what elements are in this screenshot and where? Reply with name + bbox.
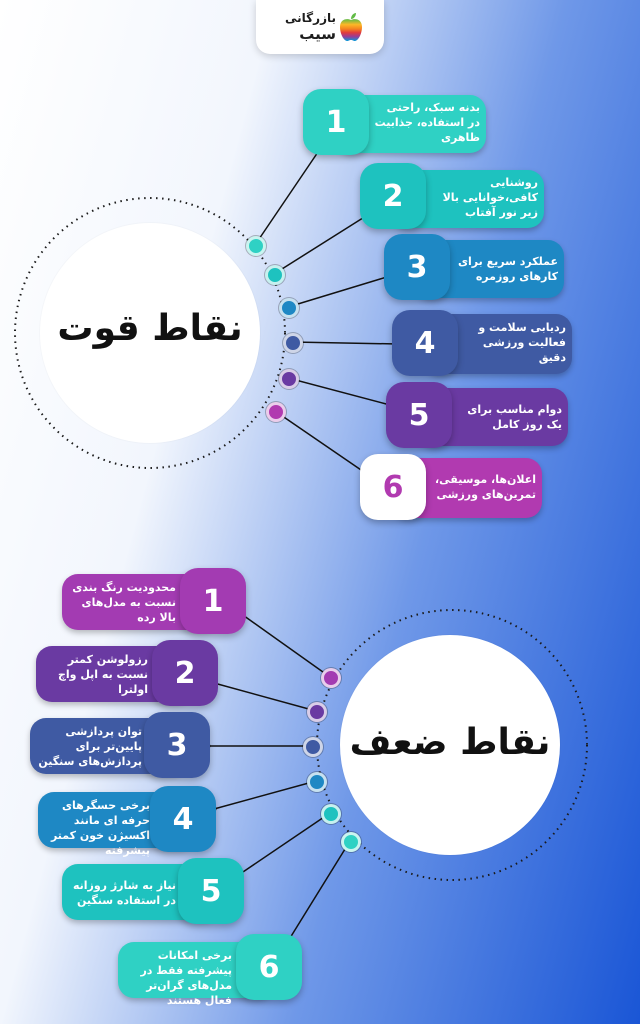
weakness-text-4: برخی حسگرهای حرفه ای مانند اکسیژن خون کمتر پیشرفته <box>50 799 150 857</box>
weakness-dot-4 <box>307 772 327 792</box>
strength-number-6: 6 <box>360 454 426 520</box>
strength-number-5: 5 <box>386 382 452 448</box>
weakness-number-3: 3 <box>144 712 210 778</box>
strength-dot-1 <box>246 236 266 256</box>
strength-dot-2 <box>265 265 285 285</box>
strength-dot-5 <box>279 369 299 389</box>
strength-dot-3 <box>279 298 299 318</box>
weakness-dot-6 <box>341 832 361 852</box>
weakness-dot-3 <box>303 737 323 757</box>
strength-text-1: بدنه سبک، راحتی در استفاده، جذابیت ظاهری <box>374 101 480 144</box>
logo-line-2: سیب <box>299 25 336 43</box>
weakness-number-1: 1 <box>180 568 246 634</box>
strength-dot-6 <box>266 402 286 422</box>
strength-text-4: ردیابی سلامت و فعالیت ورزشی دقیق <box>478 321 566 364</box>
weakness-dot-2 <box>307 702 327 722</box>
weakness-text-5: نیاز به شارژ روزانه در استفاده سنگین <box>72 879 176 907</box>
weakness-text-1: محدودیت رنگ بندی نسبت به مدل‌های بالا رده <box>72 581 176 624</box>
weakness-text-6: برخی امکانات پیشرفته فقط در مدل‌های گران‌تر فعال هستند <box>140 949 232 1007</box>
weaknesses-title: نقاط ضعف <box>349 722 551 763</box>
weakness-number-5: 5 <box>178 858 244 924</box>
strength-dot-4 <box>283 333 303 353</box>
strength-number-4: 4 <box>392 310 458 376</box>
strength-number-1: 1 <box>303 89 369 155</box>
strength-number-2: 2 <box>360 163 426 229</box>
weakness-number-4: 4 <box>150 786 216 852</box>
weakness-dot-1 <box>321 668 341 688</box>
weakness-text-2: رزولوشن کمتر نسبت به اپل واچ اولترا <box>57 653 148 696</box>
strength-text-5: دوام مناسب برای یک روز کامل <box>467 403 562 431</box>
weakness-number-2: 2 <box>152 640 218 706</box>
strength-text-3: عملکرد سریع برای کارهای روزمره <box>457 255 558 283</box>
strength-number-3: 3 <box>384 234 450 300</box>
strength-text-6: اعلان‌ها، موسیقی، تمرین‌های ورزشی <box>434 473 536 501</box>
weakness-text-3: توان پردازشی پایین‌تر برای پردازش‌های سنگین <box>38 725 142 768</box>
weakness-dot-5 <box>321 804 341 824</box>
strengths-title: نقاط قوت <box>57 308 243 349</box>
logo-line-1: بازرگانی <box>285 11 336 25</box>
weakness-number-6: 6 <box>236 934 302 1000</box>
strength-text-2: روشنایی کافی،خوانایی بالا زیر نور آفتاب <box>442 176 538 219</box>
